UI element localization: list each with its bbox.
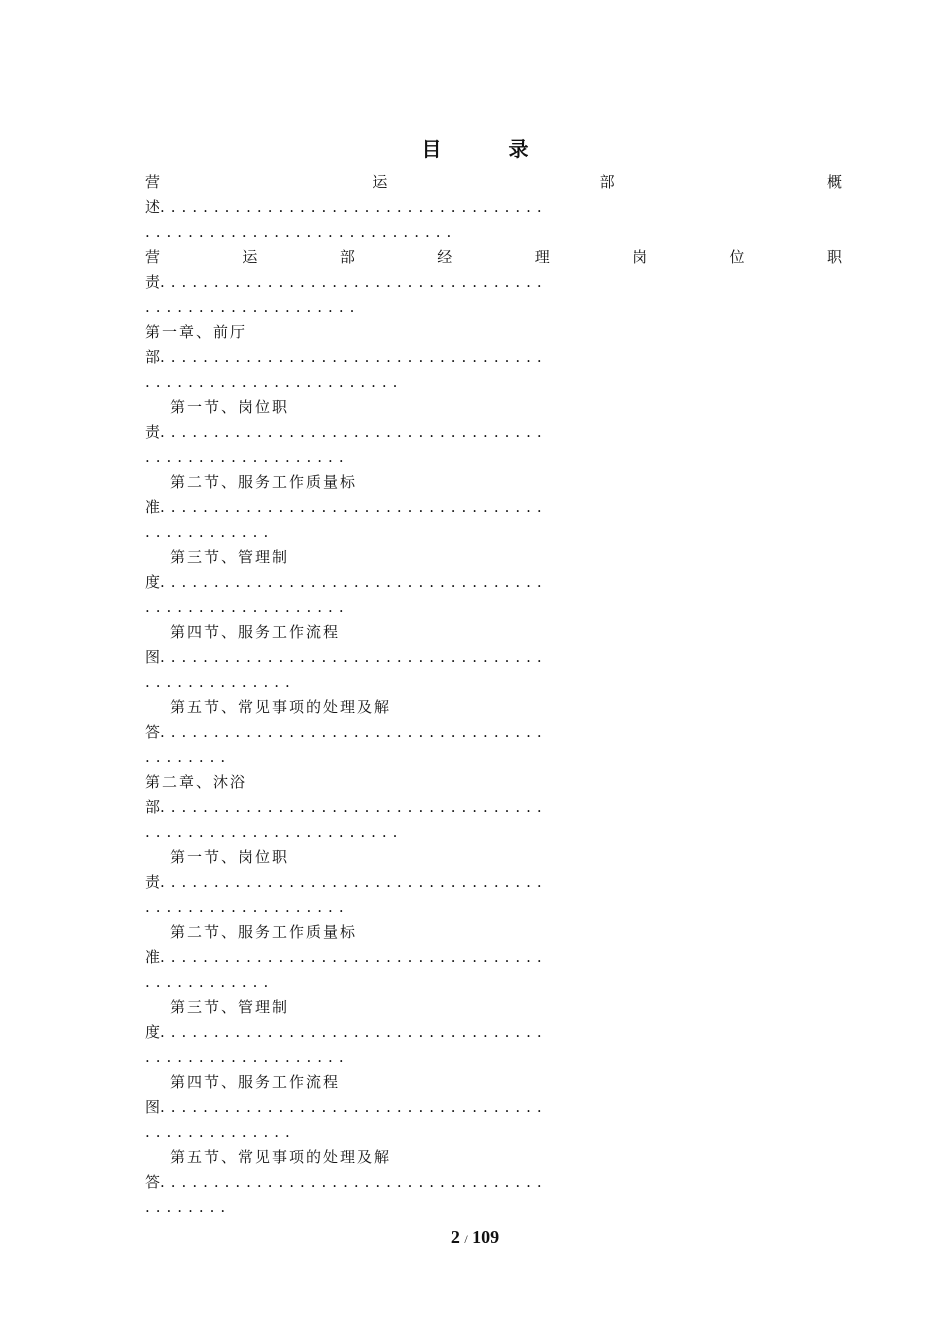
toc-entry-tail: 答 — [145, 1173, 161, 1191]
toc-entry-leader-line — [145, 1020, 842, 1045]
toc-leader-dots: .................................... — [160, 348, 548, 366]
toc-leader-dots-continued: .................... — [145, 298, 361, 316]
toc-leader-dots-continued: ............ — [145, 973, 275, 991]
toc-entry[interactable] — [145, 620, 842, 695]
toc-entry-tail: 答 — [145, 723, 161, 741]
toc-heading-char: 职 — [826, 248, 842, 266]
toc-entry-heading — [145, 245, 842, 270]
toc-heading-char: 概 — [826, 173, 842, 191]
toc-entry[interactable] — [145, 695, 842, 770]
toc-leader-dots-continued: ................... — [145, 898, 350, 916]
toc-leader-dots: .................................... — [160, 273, 548, 291]
toc-entry-heading: 第五节、常见事项的处理及解 — [170, 698, 392, 716]
toc-entry-leader-line — [145, 870, 842, 895]
toc-heading-char: 部 — [599, 173, 615, 191]
toc-leader-dots: .................................... — [160, 723, 548, 741]
toc-entry[interactable] — [145, 995, 842, 1070]
toc-entry-heading: 第二节、服务工作质量标 — [170, 473, 358, 491]
toc-leader-dots-continued: .............. — [145, 1123, 296, 1141]
toc-entry-tail: 度 — [145, 1023, 161, 1041]
toc-entry-heading — [145, 170, 842, 195]
toc-entry-tail: 部 — [145, 348, 161, 366]
toc-entry-tail: 述 — [145, 198, 161, 216]
toc-heading-char: 岗 — [632, 248, 648, 266]
toc-entry-tail: 部 — [145, 798, 161, 816]
toc-leader-dots-continued: ................... — [145, 448, 350, 466]
page-total: 109 — [472, 1227, 500, 1247]
toc-entry-heading: 第二节、服务工作质量标 — [170, 923, 358, 941]
toc-heading-char: 经 — [437, 248, 453, 266]
toc-leader-dots: .................................... — [160, 1173, 548, 1191]
toc-entry[interactable] — [145, 470, 842, 545]
toc-leader-dots: .................................... — [160, 1098, 548, 1116]
toc-entry-tail: 度 — [145, 573, 161, 591]
toc-entry[interactable] — [145, 245, 842, 320]
toc-entry[interactable] — [145, 920, 842, 995]
page-current: 2 — [450, 1227, 460, 1247]
toc-leader-dots: .................................... — [160, 198, 548, 216]
toc-entry-leader-line — [145, 195, 842, 220]
toc-entry-heading: 第四节、服务工作流程 — [170, 623, 341, 641]
toc-heading-char: 运 — [242, 248, 258, 266]
toc-entry-tail: 准 — [145, 948, 161, 966]
toc-heading-char: 位 — [729, 248, 745, 266]
toc-entry-tail: 图 — [145, 648, 161, 666]
toc-entry-leader-line — [145, 270, 842, 295]
toc-leader-dots-continued: ................... — [145, 598, 350, 616]
toc-entry-leader-line — [145, 345, 842, 370]
toc-entry-heading: 第三节、管理制 — [170, 998, 290, 1016]
toc-leader-dots-continued: ................... — [145, 1048, 350, 1066]
toc-entry-heading: 第一节、岗位职 — [170, 398, 290, 416]
toc-heading-char: 理 — [534, 248, 550, 266]
toc-leader-dots: .................................... — [160, 798, 548, 816]
toc-entry[interactable] — [145, 395, 842, 470]
toc-heading-char: 营 — [145, 248, 161, 266]
toc-entry-tail: 图 — [145, 1098, 161, 1116]
toc-entry[interactable] — [145, 320, 842, 395]
page-number — [0, 1227, 950, 1248]
toc-heading-char: 营 — [145, 173, 161, 191]
toc-leader-dots-continued: ............................. — [145, 223, 458, 241]
toc-leader-dots: .................................... — [160, 423, 548, 441]
toc-entry-leader-line — [145, 495, 842, 520]
toc-leader-dots-continued: ........................ — [145, 823, 404, 841]
toc-entry[interactable] — [145, 545, 842, 620]
toc-entry-tail: 准 — [145, 498, 161, 516]
toc-entry-leader-line — [145, 1170, 842, 1195]
toc-leader-dots: .................................... — [160, 648, 548, 666]
toc-leader-dots: .................................... — [160, 948, 548, 966]
toc-leader-dots-continued: .............. — [145, 673, 296, 691]
toc-entry-leader-line — [145, 720, 842, 745]
toc-heading-char: 运 — [372, 173, 388, 191]
toc-entry-heading: 第三节、管理制 — [170, 548, 290, 566]
toc-entry-leader-line — [145, 420, 842, 445]
toc-entry-heading: 第二章、沐浴 — [145, 773, 248, 791]
toc-entry-heading: 第五节、常见事项的处理及解 — [170, 1148, 392, 1166]
toc-entry[interactable] — [145, 170, 842, 245]
toc-entry-leader-line — [145, 570, 842, 595]
toc-leader-dots: .................................... — [160, 873, 548, 891]
toc-entry[interactable] — [145, 845, 842, 920]
table-of-contents — [145, 170, 842, 1220]
toc-leader-dots-continued: ........ — [145, 748, 232, 766]
toc-entry-heading: 第一章、前厅 — [145, 323, 248, 341]
toc-entry[interactable] — [145, 1145, 842, 1220]
toc-entry-heading: 第一节、岗位职 — [170, 848, 290, 866]
toc-leader-dots-continued: ........ — [145, 1198, 232, 1216]
toc-entry[interactable] — [145, 770, 842, 845]
toc-title: 目 录 — [421, 137, 559, 161]
toc-leader-dots-continued: ............ — [145, 523, 275, 541]
toc-entry[interactable] — [145, 1070, 842, 1145]
page-separator: / — [464, 1232, 468, 1246]
toc-entry-tail: 责 — [145, 423, 161, 441]
toc-leader-dots-continued: ........................ — [145, 373, 404, 391]
toc-entry-tail: 责 — [145, 873, 161, 891]
toc-entry-leader-line — [145, 645, 842, 670]
toc-leader-dots: .................................... — [160, 573, 548, 591]
toc-entry-leader-line — [145, 945, 842, 970]
toc-entry-leader-line — [145, 1095, 842, 1120]
toc-entry-leader-line — [145, 795, 842, 820]
toc-entry-heading: 第四节、服务工作流程 — [170, 1073, 341, 1091]
toc-leader-dots: .................................... — [160, 1023, 548, 1041]
toc-entry-tail: 责 — [145, 273, 161, 291]
toc-leader-dots: .................................... — [160, 498, 548, 516]
toc-heading-char: 部 — [339, 248, 355, 266]
